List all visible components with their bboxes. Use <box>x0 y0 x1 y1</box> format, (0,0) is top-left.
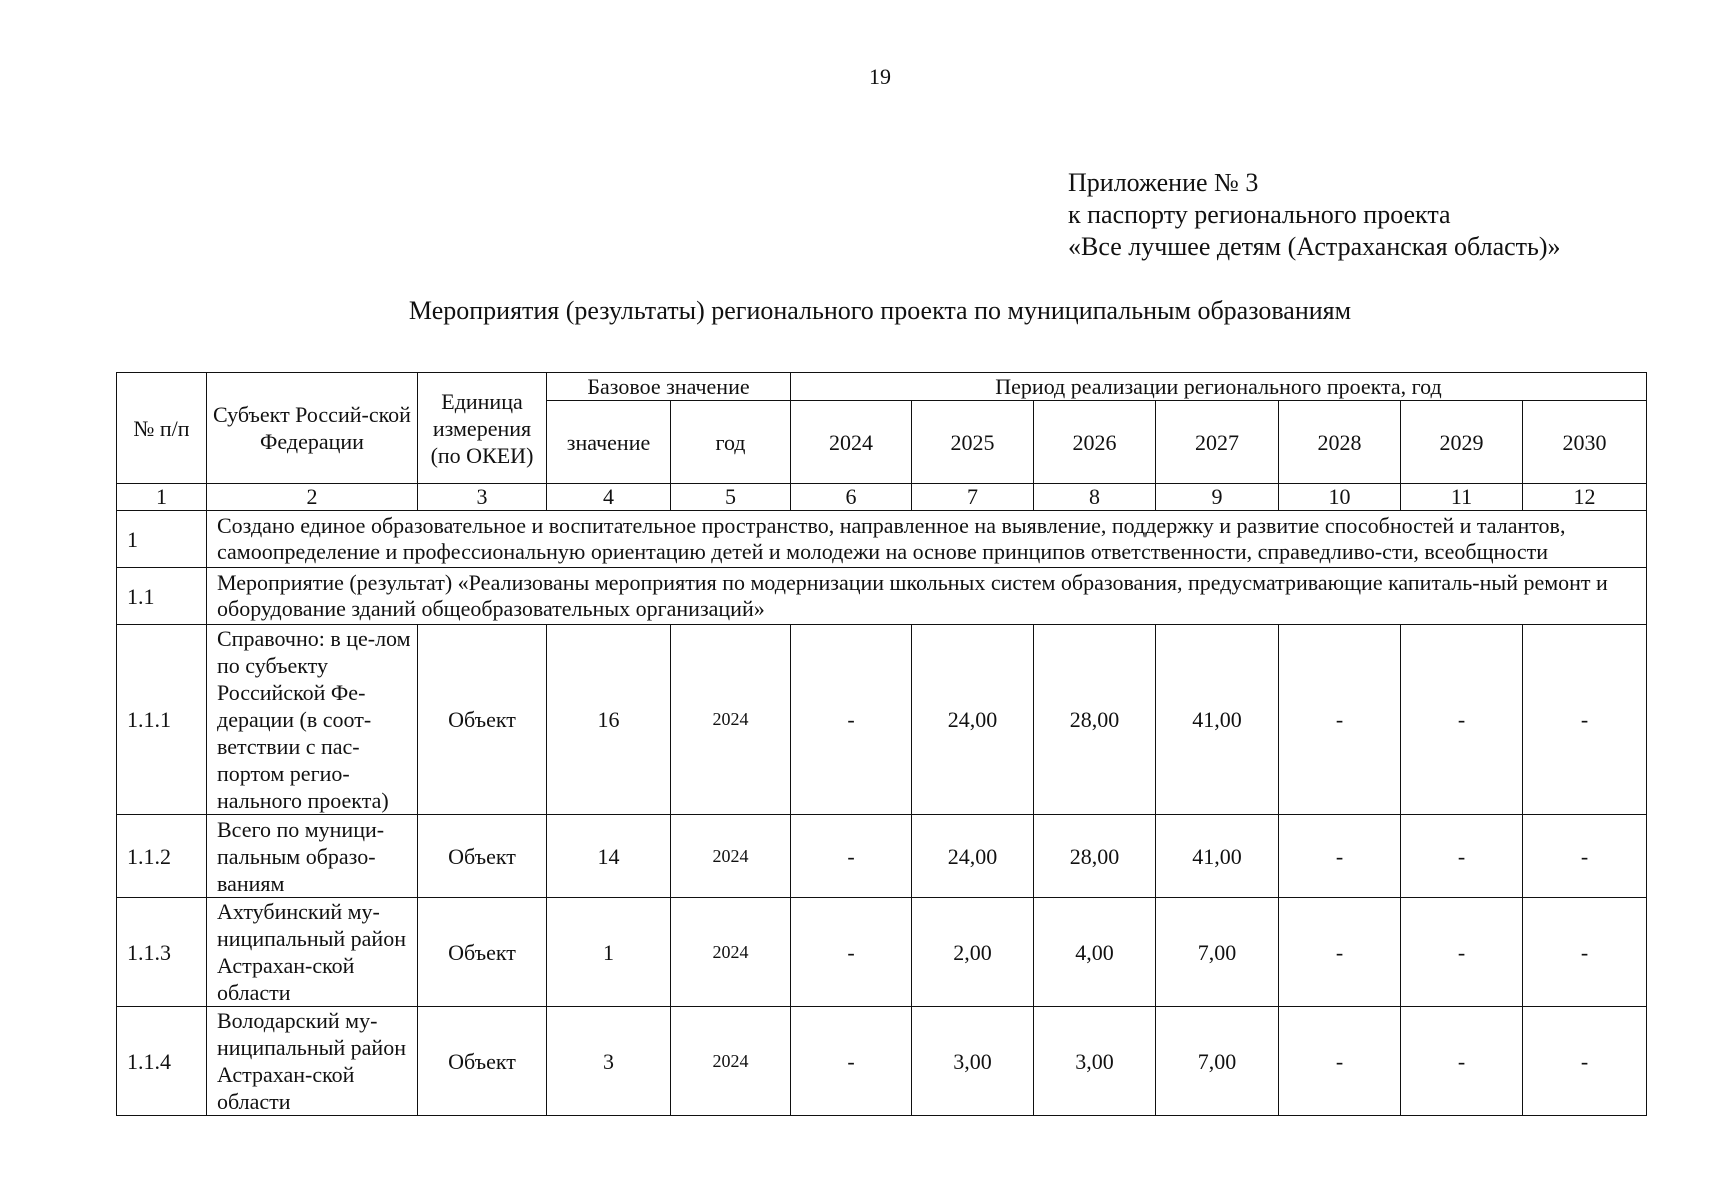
column-number: 3 <box>418 484 547 511</box>
document-title: Мероприятия (результаты) регионального проекта по муниципальным образованиям <box>408 296 1352 325</box>
row-value-2025: 24,00 <box>912 815 1034 898</box>
row-unit: Объект <box>418 1007 547 1116</box>
row-number: 1.1.4 <box>117 1007 207 1116</box>
header-base-group: Базовое значение <box>547 373 791 401</box>
column-number: 6 <box>791 484 912 511</box>
row-unit: Объект <box>418 898 547 1007</box>
row-unit: Объект <box>418 625 547 815</box>
column-number: 2 <box>207 484 418 511</box>
row-value-2026: 3,00 <box>1034 1007 1156 1116</box>
header-year-2026: 2026 <box>1034 401 1156 484</box>
row-base-year: 2024 <box>671 898 791 1007</box>
appendix-line-3: «Все лучшее детям (Астраханская область)» <box>1068 232 1561 261</box>
row-value-2027: 41,00 <box>1156 625 1279 815</box>
header-subject: Субъект Россий-ской Федерации <box>207 373 418 484</box>
row-value-2027: 41,00 <box>1156 815 1279 898</box>
header-year-2025: 2025 <box>912 401 1034 484</box>
header-year-2027: 2027 <box>1156 401 1279 484</box>
row-value-2028: - <box>1279 625 1401 815</box>
row-value-2024: - <box>791 1007 912 1116</box>
row-number: 1.1.1 <box>117 625 207 815</box>
section-row <box>117 511 1647 568</box>
header-base-year: год <box>671 401 791 484</box>
header-year-2028: 2028 <box>1279 401 1401 484</box>
row-value-2026: 4,00 <box>1034 898 1156 1007</box>
row-value-2030: - <box>1523 815 1647 898</box>
row-value-2030: - <box>1523 625 1647 815</box>
header-year-2029: 2029 <box>1401 401 1523 484</box>
appendix-line-2: к паспорту регионального проекта <box>1068 200 1451 229</box>
subsection-number: 1.1 <box>117 568 207 625</box>
subsection-text: Мероприятие (результат) «Реализованы мероприятия по модернизации школьных систем образования, предусматривающие капиталь-ный ремонт и оборудование зданий общеобразовательных организаций» <box>207 568 1647 625</box>
row-value-2024: - <box>791 815 912 898</box>
header-num: № п/п <box>117 373 207 484</box>
column-number: 5 <box>671 484 791 511</box>
row-value-2027: 7,00 <box>1156 898 1279 1007</box>
row-base-year: 2024 <box>671 1007 791 1116</box>
row-value-2030: - <box>1523 1007 1647 1116</box>
column-number: 10 <box>1279 484 1401 511</box>
row-value-2025: 3,00 <box>912 1007 1034 1116</box>
subsection-row <box>117 568 1647 625</box>
row-unit: Объект <box>418 815 547 898</box>
table-row <box>117 1007 1647 1116</box>
table-row <box>117 625 1647 815</box>
row-value-2027: 7,00 <box>1156 1007 1279 1116</box>
section-number: 1 <box>117 511 207 568</box>
column-number: 11 <box>1401 484 1523 511</box>
column-number: 4 <box>547 484 671 511</box>
row-value-2029: - <box>1401 1007 1523 1116</box>
row-value-2024: - <box>791 625 912 815</box>
row-value-2028: - <box>1279 815 1401 898</box>
header-year-2030: 2030 <box>1523 401 1647 484</box>
row-number: 1.1.3 <box>117 898 207 1007</box>
row-base-value: 14 <box>547 815 671 898</box>
row-number: 1.1.2 <box>117 815 207 898</box>
row-name: Справочно: в це-лом по субъекту Российской Фе-дерации (в соот-ветствии с пас-портом регио-нального проекта) <box>207 625 418 815</box>
results-table <box>116 372 1647 1116</box>
header-unit: Единица измерения (по ОКЕИ) <box>418 373 547 484</box>
column-number: 12 <box>1523 484 1647 511</box>
header-base-value: значение <box>547 401 671 484</box>
column-number: 8 <box>1034 484 1156 511</box>
page-number: 19 <box>869 64 891 89</box>
row-name: Всего по муници-пальным образо-ваниям <box>207 815 418 898</box>
row-value-2030: - <box>1523 898 1647 1007</box>
row-value-2024: - <box>791 898 912 1007</box>
header-row-1 <box>117 373 1647 401</box>
column-number-row <box>117 484 1647 511</box>
row-value-2025: 24,00 <box>912 625 1034 815</box>
row-base-year: 2024 <box>671 815 791 898</box>
column-number: 9 <box>1156 484 1279 511</box>
row-value-2026: 28,00 <box>1034 815 1156 898</box>
section-text: Создано единое образовательное и воспитательное пространство, направленное на выявление, поддержку и развитие способностей и талантов, самоопределение и профессиональную ориентацию детей и молодежи на основе принципов ответственности, справедливо-сти, всеобщности <box>207 511 1647 568</box>
row-name: Володарский му-ниципальный район Астрахан-ской области <box>207 1007 418 1116</box>
header-period-group: Период реализации регионального проекта, год <box>791 373 1647 401</box>
row-base-value: 16 <box>547 625 671 815</box>
column-number: 7 <box>912 484 1034 511</box>
row-value-2028: - <box>1279 1007 1401 1116</box>
row-name: Ахтубинский му-ниципальный район Астрахан-ской области <box>207 898 418 1007</box>
header-year-2024: 2024 <box>791 401 912 484</box>
row-value-2029: - <box>1401 815 1523 898</box>
table-row <box>117 898 1647 1007</box>
row-base-year: 2024 <box>671 625 791 815</box>
column-number: 1 <box>117 484 207 511</box>
row-value-2029: - <box>1401 625 1523 815</box>
row-value-2029: - <box>1401 898 1523 1007</box>
row-value-2026: 28,00 <box>1034 625 1156 815</box>
row-value-2025: 2,00 <box>912 898 1034 1007</box>
appendix-line-1: Приложение № 3 <box>1068 168 1259 197</box>
row-base-value: 1 <box>547 898 671 1007</box>
row-value-2028: - <box>1279 898 1401 1007</box>
row-base-value: 3 <box>547 1007 671 1116</box>
table-row <box>117 815 1647 898</box>
appendix-block <box>1068 167 1561 263</box>
